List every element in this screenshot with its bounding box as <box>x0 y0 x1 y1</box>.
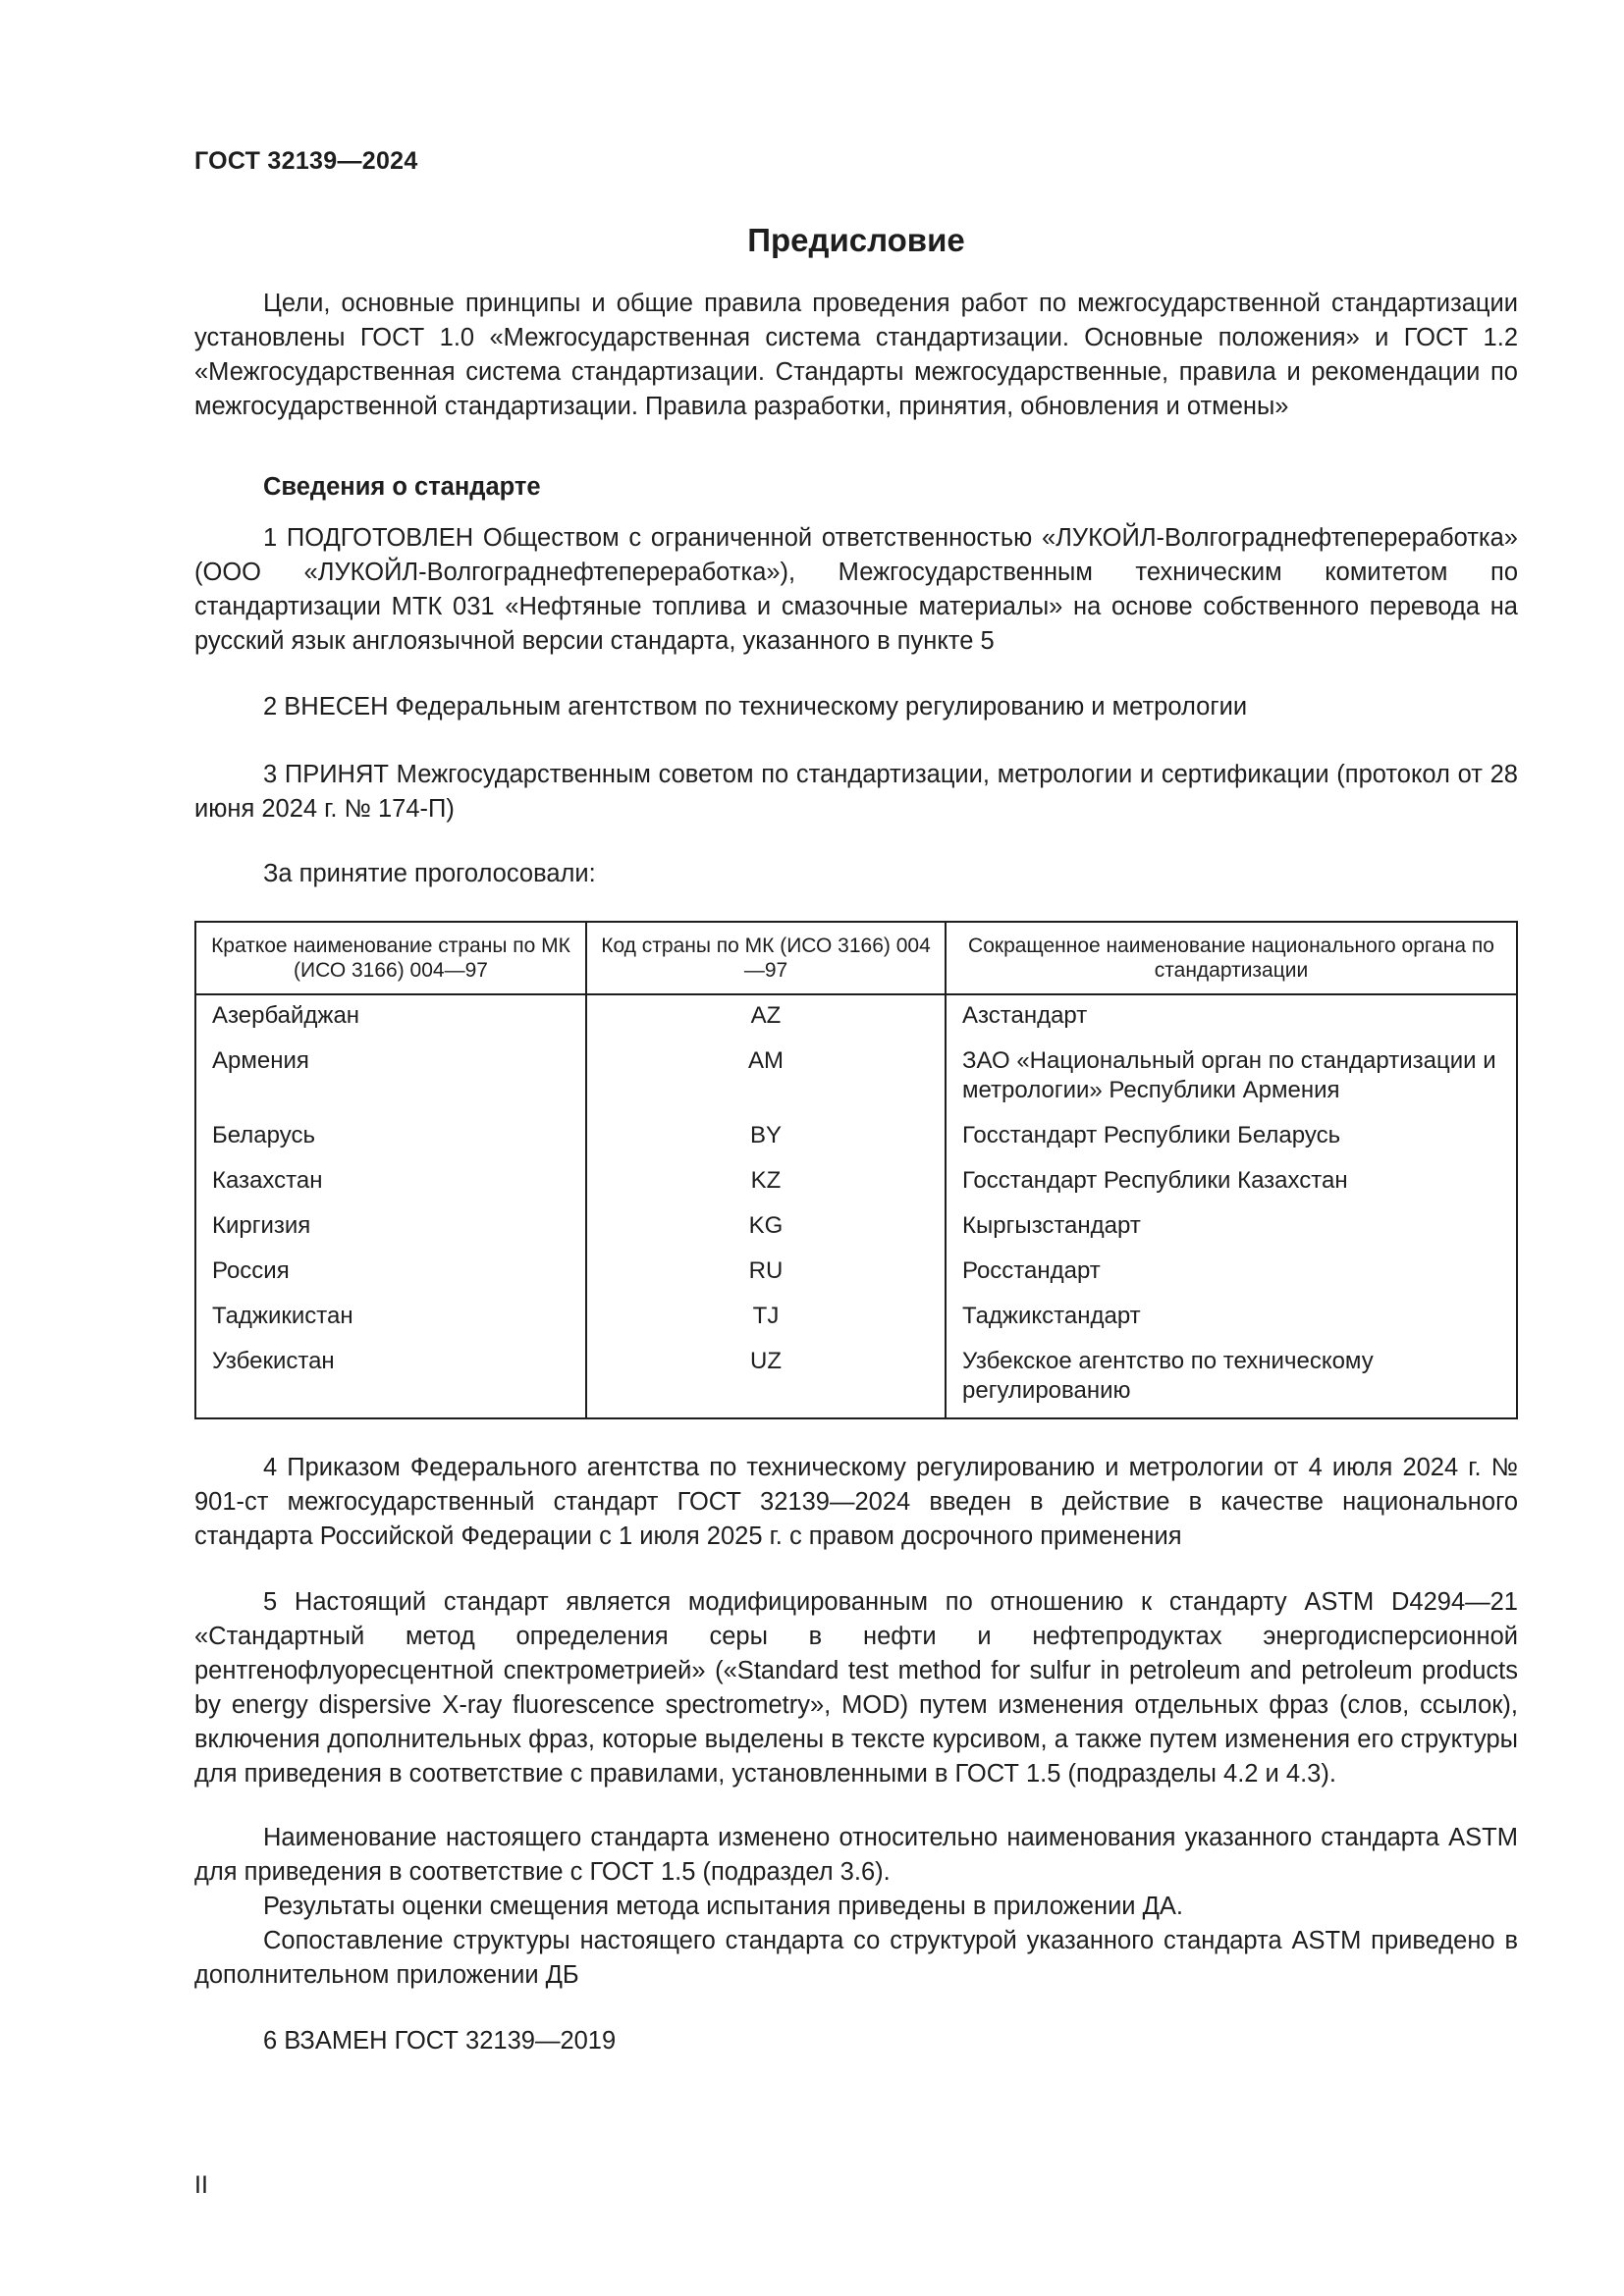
item-2-paragraph: 2 ВНЕСЕН Федеральным агентством по техническому регулированию и метрологии <box>263 693 1248 721</box>
code-cell: AM <box>586 1041 946 1115</box>
authority-cell: Госстандарт Республики Казахстан <box>946 1160 1517 1205</box>
table-row <box>195 1341 1517 1418</box>
table-header-row <box>195 922 1517 994</box>
voting-countries-table <box>194 921 1518 1419</box>
item-6-paragraph: 6 ВЗАМЕН ГОСТ 32139—2019 <box>263 2027 617 2055</box>
table-row <box>195 1251 1517 1296</box>
country-cell: Казахстан <box>195 1160 586 1205</box>
item-5-paragraph-3: Результаты оценки смещения метода испытания приведены в приложении ДА. <box>263 1893 1184 1920</box>
item-5-paragraph-4: Сопоставление структуры настоящего стандарта со структурой указанного стандарта ASTM приведено в дополнительном приложении ДБ <box>194 1927 1518 1989</box>
item-4-paragraph: 4 Приказом Федерального агентства по техническому регулированию и метрологии от 4 июля 2024 г. № 901-ст межгосударственный стандарт ГОСТ 32139—2024 введен в действие в качестве национального стандарта Российской Федерации с 1 июля 2025 г. с правом досрочного применения <box>194 1454 1518 1550</box>
code-cell: RU <box>586 1251 946 1296</box>
authority-cell: Госстандарт Республики Беларусь <box>946 1115 1517 1160</box>
table-row <box>195 1115 1517 1160</box>
item-5-paragraph: 5 Настоящий стандарт является модифицированным по отношению к стандарту ASTM D4294—21 «Стандартный метод определения серы в нефти и нефтепродуктах энергодисперсионной рентгенофлуоресцентной спектрометрией» («Standard test method for sulfur in petroleum and petroleum products by energy dispersive X-ray fluorescence spectrometry», MOD) путем изменения отдельных фраз (слов, ссылок), включения дополнительных фраз, которые выделены в тексте курсивом, а также путем изменения его структуры для приведения в соответствие с правилами, установленными в ГОСТ 1.5 (подразделы 4.2 и 4.3). <box>194 1588 1518 1788</box>
item-5-paragraph-2: Наименование настоящего стандарта изменено относительно наименования указанного стандарта ASTM для приведения в соответствие с ГОСТ 1.5 (подраздел 3.6). <box>194 1824 1518 1886</box>
column-header-code: Код страны по МК (ИСО 3166) 004—97 <box>586 922 946 994</box>
page-number: II <box>194 2171 208 2199</box>
code-cell: AZ <box>586 994 946 1041</box>
item-1-paragraph: 1 ПОДГОТОВЛЕН Обществом с ограниченной ответственностью «ЛУКОЙЛ-Волгограднефтепереработка» (ООО «ЛУКОЙЛ-Волгограднефтепереработка»), Межгосударственным техническим комитетом по стандартизации МТК 031 «Нефтяные топлива и смазочные материалы» на основе собственного перевода на русский язык англоязычной версии стандарта, указанного в пункте 5 <box>194 524 1518 655</box>
table-row <box>195 1041 1517 1115</box>
country-cell: Беларусь <box>195 1115 586 1160</box>
authority-cell: Таджикстандарт <box>946 1296 1517 1341</box>
code-cell: BY <box>586 1115 946 1160</box>
authority-cell: ЗАО «Национальный орган по стандартизации и метрологии» Республики Армения <box>946 1041 1517 1115</box>
code-cell: KZ <box>586 1160 946 1205</box>
country-cell: Киргизия <box>195 1205 586 1251</box>
table-row <box>195 1160 1517 1205</box>
item-3-paragraph: 3 ПРИНЯТ Межгосударственным советом по стандартизации, метрологии и сертификации (протокол от 28 июня 2024 г. № 174-П) <box>194 761 1518 823</box>
code-cell: UZ <box>586 1341 946 1418</box>
country-cell: Армения <box>195 1041 586 1115</box>
intro-paragraph: Цели, основные принципы и общие правила проведения работ по межгосударственной стандартизации установлены ГОСТ 1.0 «Межгосударственная система стандартизации. Основные положения» и ГОСТ 1.2 «Межгосударственная система стандартизации. Стандарты межгосударственные, правила и рекомендации по межгосударственной стандартизации. Правила разработки, принятия, обновления и отмены» <box>194 290 1518 420</box>
authority-cell: Узбекское агентство по техническому регулированию <box>946 1341 1517 1418</box>
table-row <box>195 994 1517 1041</box>
country-cell: Узбекистан <box>195 1341 586 1418</box>
authority-cell: Азстандарт <box>946 994 1517 1041</box>
column-header-authority: Сокращенное наименование национального органа по стандартизации <box>946 922 1517 994</box>
document-code: ГОСТ 32139—2024 <box>194 147 418 175</box>
country-cell: Азербайджан <box>195 994 586 1041</box>
authority-cell: Росстандарт <box>946 1251 1517 1296</box>
column-header-country: Краткое наименование страны по МК (ИСО 3166) 004—97 <box>195 922 586 994</box>
table-row <box>195 1296 1517 1341</box>
country-cell: Таджикистан <box>195 1296 586 1341</box>
section-heading: Сведения о стандарте <box>263 473 541 501</box>
code-cell: TJ <box>586 1296 946 1341</box>
voted-label: За принятие проголосовали: <box>263 860 596 887</box>
country-cell: Россия <box>195 1251 586 1296</box>
table-row <box>195 1205 1517 1251</box>
page-title: Предисловие <box>747 222 965 258</box>
code-cell: KG <box>586 1205 946 1251</box>
authority-cell: Кыргызстандарт <box>946 1205 1517 1251</box>
